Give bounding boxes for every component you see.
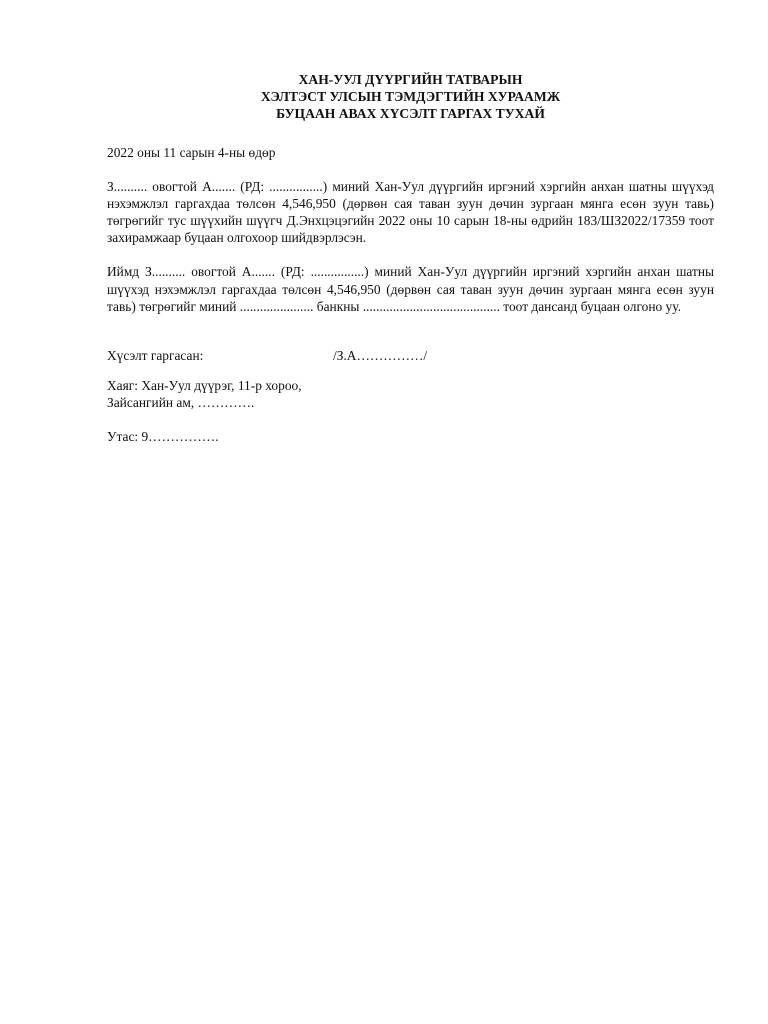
title-line-1: ХАН-УУЛ ДҮҮРГИЙН ТАТВАРЫН — [298, 72, 523, 87]
document-date: 2022 оны 11 сарын 4-ны өдөр — [107, 145, 276, 161]
title-line-3: БУЦААН АВАХ ХҮСЭЛТ ГАРГАХ ТУХАЙ — [276, 105, 545, 121]
title-line-2: ХЭЛТЭСТ УЛСЫН ТЭМДЭГТИЙН ХУРААМЖ — [260, 88, 561, 104]
paragraph-2: Иймд З.......... овогтой А....... (РД: ................) миний Хан-Уул дүүргийн иргэний хэргийн анхан шатны шүүхэд нэхэмжлэл гаргахдаа төлсөн 4,546,950 (дөрвөн сая таван зуун дөчин зургаан мянга есөн зуун тавь) төгрөгийг миний ...................... банкны ......................................... тоот дансанд буцаан олгоно уу. — [107, 264, 714, 314]
signature-label: Хүсэлт гаргасан: — [107, 348, 204, 364]
document-page — [107, 72, 714, 446]
paragraph-1: З.......... овогтой А....... (РД: ................) миний Хан-Уул дүүргийн иргэний хэргийн анхан шатны шүүхэд нэхэмжлэл гаргахдаа төлсөн 4,546,950 (дөрвөн сая таван зуун дөчин зургаан мянга есөн зуун тавь) төгрөгийг тус шүүхийн шүүгч Д.Энхцэцэгийн 2022 оны 10 сарын 18-ны өдрийн 183/ШЗ2022/17359 тоот захирамжаар буцаан олгохоор шийдвэрлэсэн. — [107, 178, 714, 246]
address-block — [107, 377, 714, 411]
phone-line: Утас: 9……………. — [107, 429, 219, 445]
signature-value: /З.А……………/ — [333, 348, 428, 364]
address-line-2: Зайсангийн ам, …………. — [107, 395, 255, 411]
signature-line — [107, 347, 714, 365]
document-title — [107, 72, 714, 122]
address-line-1: Хаяг: Хан-Уул дүүрэг, 11-р хороо, — [107, 378, 302, 394]
